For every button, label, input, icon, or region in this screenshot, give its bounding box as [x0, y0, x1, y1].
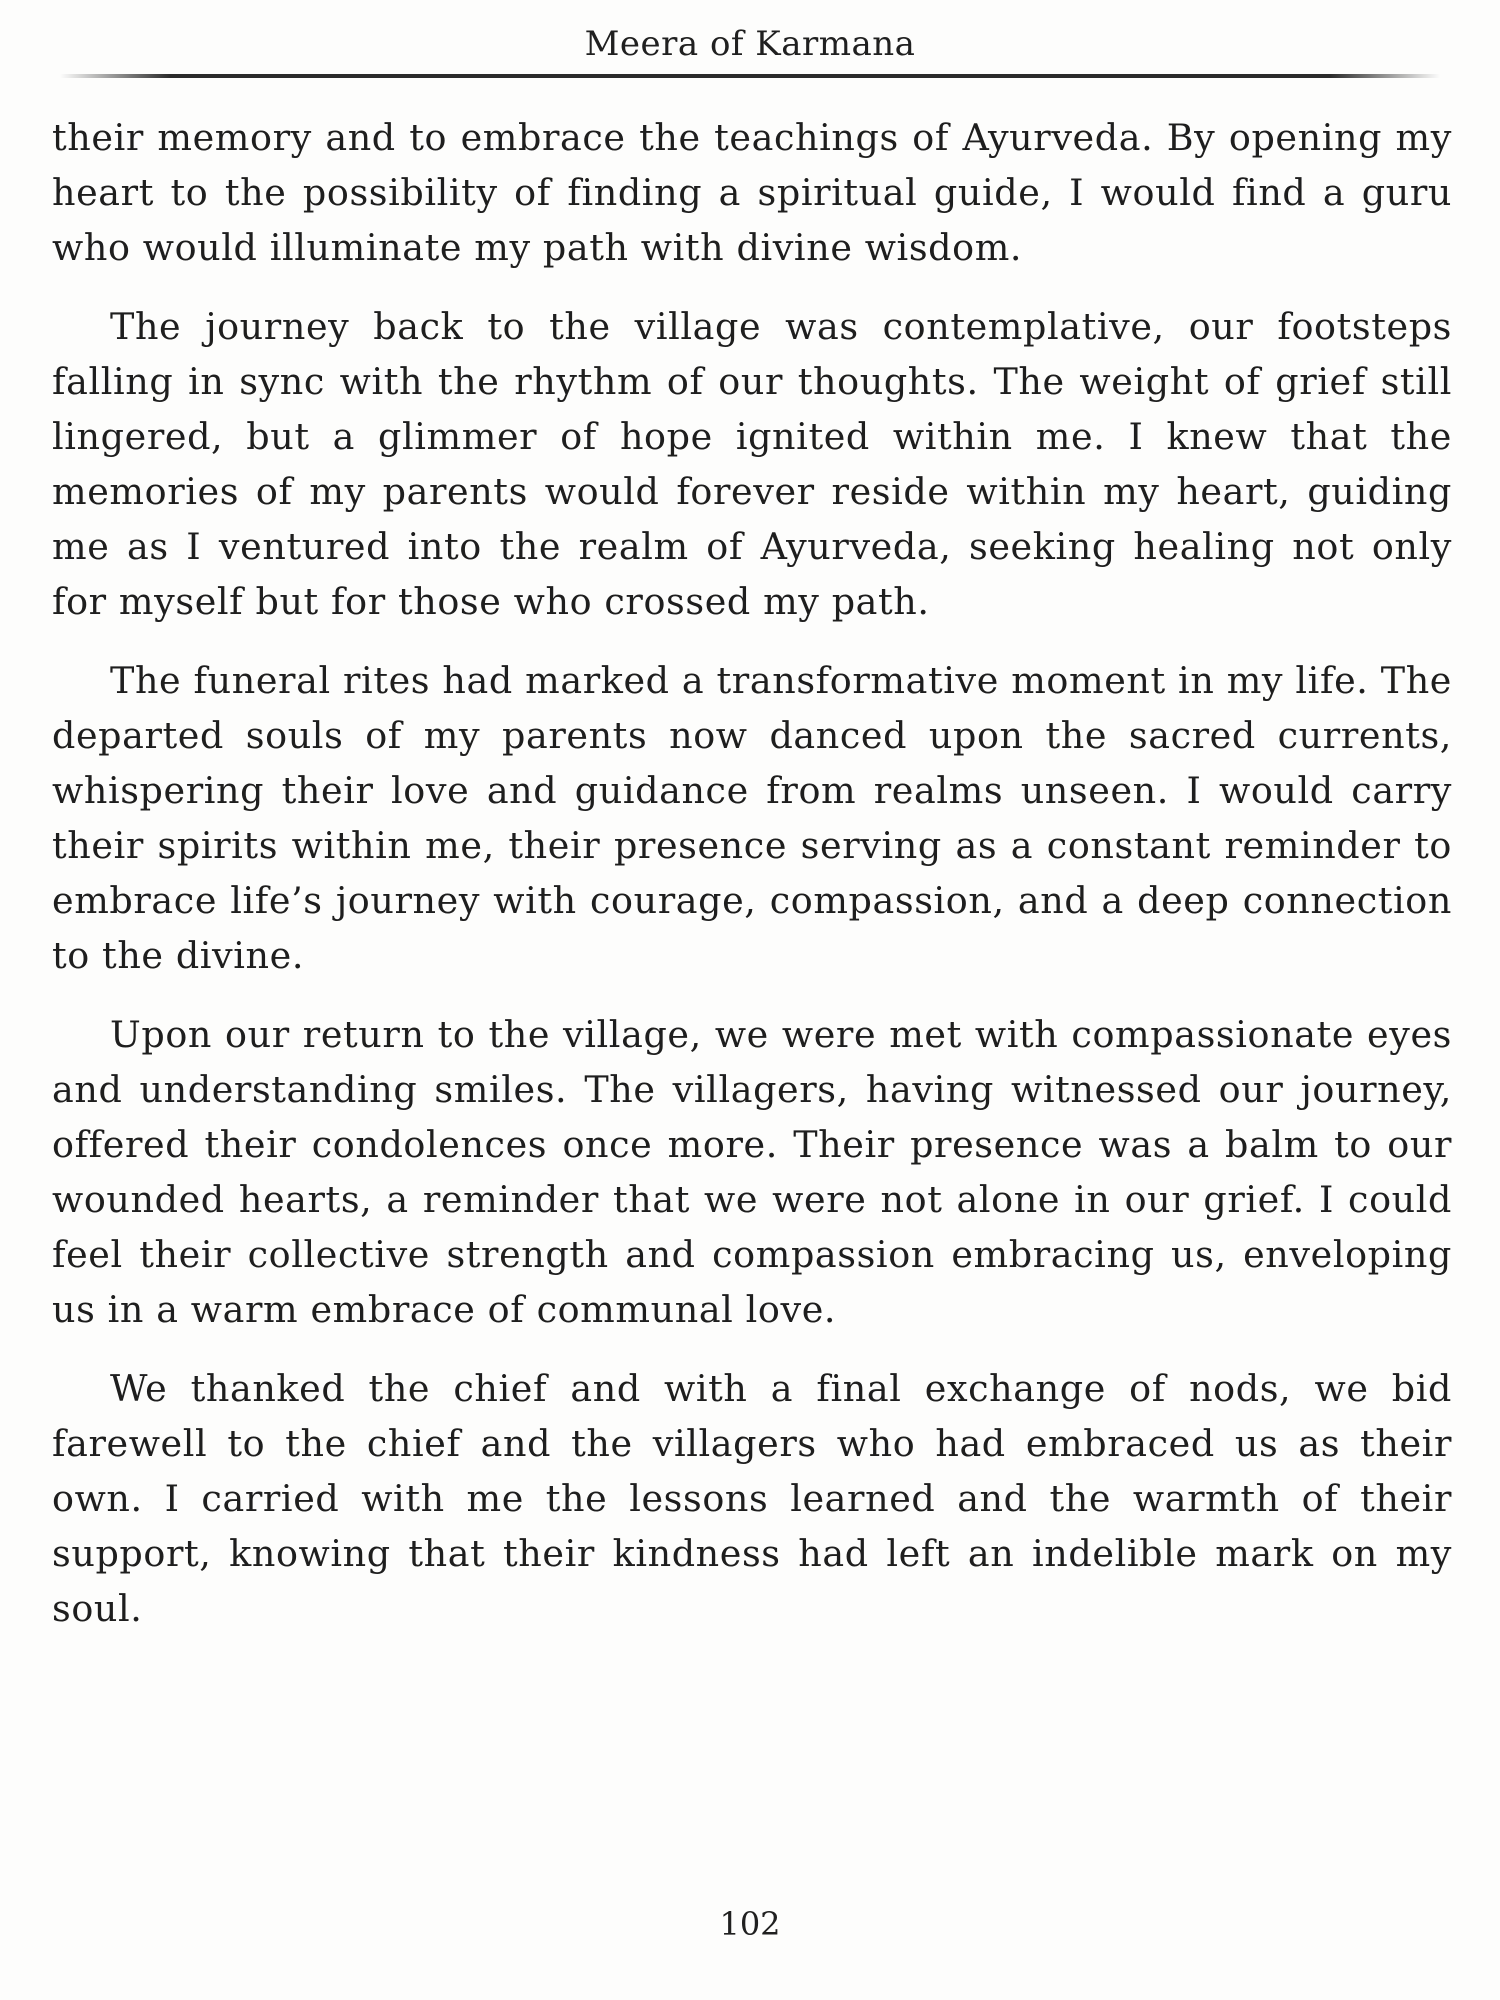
header-rule — [60, 74, 1440, 78]
paragraph: The funeral rites had marked a transformative moment in my life. The departed souls of my parents now danced upon the sacred currents, whispering their love and guidance from realms unseen. I would carry their spirits within me, their presence serving as a constant reminder to embrace life’s journey with courage, compassion, and a deep connection to the divine. — [52, 659, 1452, 977]
paragraph: We thanked the chief and with a final exchange of nods, we bid farewell to the chief and the villagers who had embraced us as their own. I carried with me the lessons learned and the warmth of their support, knowing that their kindness had left an indelible mark on my soul. — [52, 1367, 1452, 1630]
body-text — [52, 110, 1452, 1660]
page-number: 102 — [719, 1905, 781, 1943]
paragraph-continued: their memory and to embrace the teachings of Ayurveda. By opening my heart to the possibility of finding a spiritual guide, I would find a guru who would illuminate my path with divine wisdom. — [52, 116, 1452, 269]
running-header: Meera of Karmana — [584, 24, 916, 64]
paragraph: Upon our return to the village, we were met with compassionate eyes and understanding smiles. The villagers, having witnessed our journey, offered their condolences once more. Their presence was a balm to our wounded hearts, a reminder that we were not alone in our grief. I could feel their collective strength and compassion embracing us, enveloping us in a warm embrace of communal love. — [52, 1013, 1452, 1331]
paragraph: The journey back to the village was contemplative, our footsteps falling in sync with the rhythm of our thoughts. The weight of grief still lingered, but a glimmer of hope ignited within me. I knew that the memories of my parents would forever reside within my heart, guiding me as I ventured into the realm of Ayurveda, seeking healing not only for myself but for those who crossed my path. — [52, 305, 1452, 623]
